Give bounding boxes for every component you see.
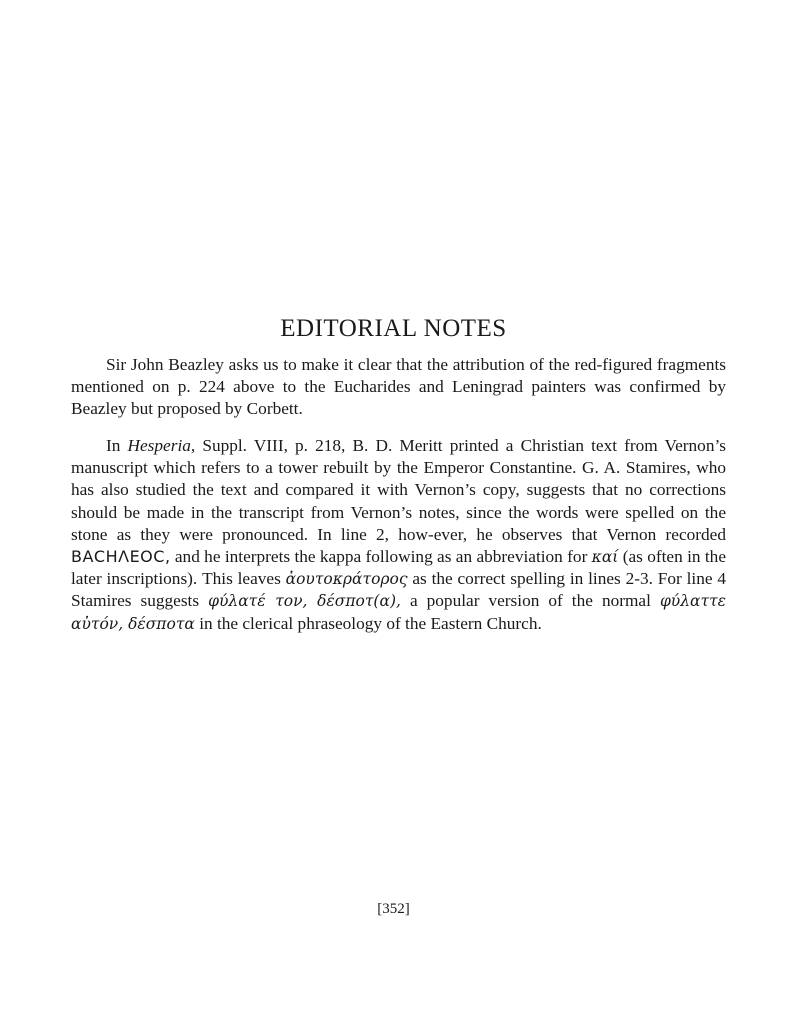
- greek-phrase-normal: φύλαττε αὐτόν, δέσποτα: [71, 592, 726, 633]
- text-run: as the correct spelling in lines 2-3. For line 4 Stamires suggests: [71, 569, 726, 611]
- page-number: [352]: [377, 901, 410, 917]
- text-run: Suppl. VIII, p. 218, B. D. Meritt printed a Christian text from Vernon’s manuscript which refers to a tower rebuilt by the Emperor Constantine. G. A. Stamires, who has also studied the text and compared it with Vernon’s copy, suggests that no corrections should be made in the transcript from Vernon’s notes, since the words were spelled on the stone as they were pronounced. In line 2, how-ever, he observes that Vernon recorded: [71, 436, 726, 544]
- greek-word-kai: καί: [591, 548, 619, 567]
- text-run: (as often in the later inscriptions). This leaves: [71, 547, 726, 589]
- text-run: and he interprets the kappa following as an abbreviation for: [170, 547, 592, 567]
- note-paragraph-beazley: [71, 354, 726, 421]
- greek-phrase-popular: φύλατέ τον, δέσποτ(α),: [208, 592, 401, 611]
- inscription-uncial-text: ΒΑCΗΛΕΟC,: [71, 547, 171, 567]
- title-word-2: NOTES: [423, 315, 507, 342]
- text-run: in the clerical phraseology of the Eastern Church.: [194, 613, 542, 633]
- text-run: a popular version of the normal: [400, 591, 660, 611]
- text-run: In: [106, 436, 128, 455]
- title-word-1: EDITORIAL: [280, 315, 418, 342]
- paragraph-text: Sir John Beazley asks us to make it clear that the attribution of the red-figured fragments mentioned on p. 224 above to the Eucharides and Leningrad painters was confirmed by Beazley but proposed by Corbett.: [71, 355, 726, 419]
- note-paragraph-meritt: [71, 435, 726, 635]
- page-title: [0, 313, 787, 345]
- journal-title-hesperia: Hesperia,: [127, 436, 196, 455]
- greek-word-autokratoros: ἀουτοκράτορος: [285, 570, 408, 589]
